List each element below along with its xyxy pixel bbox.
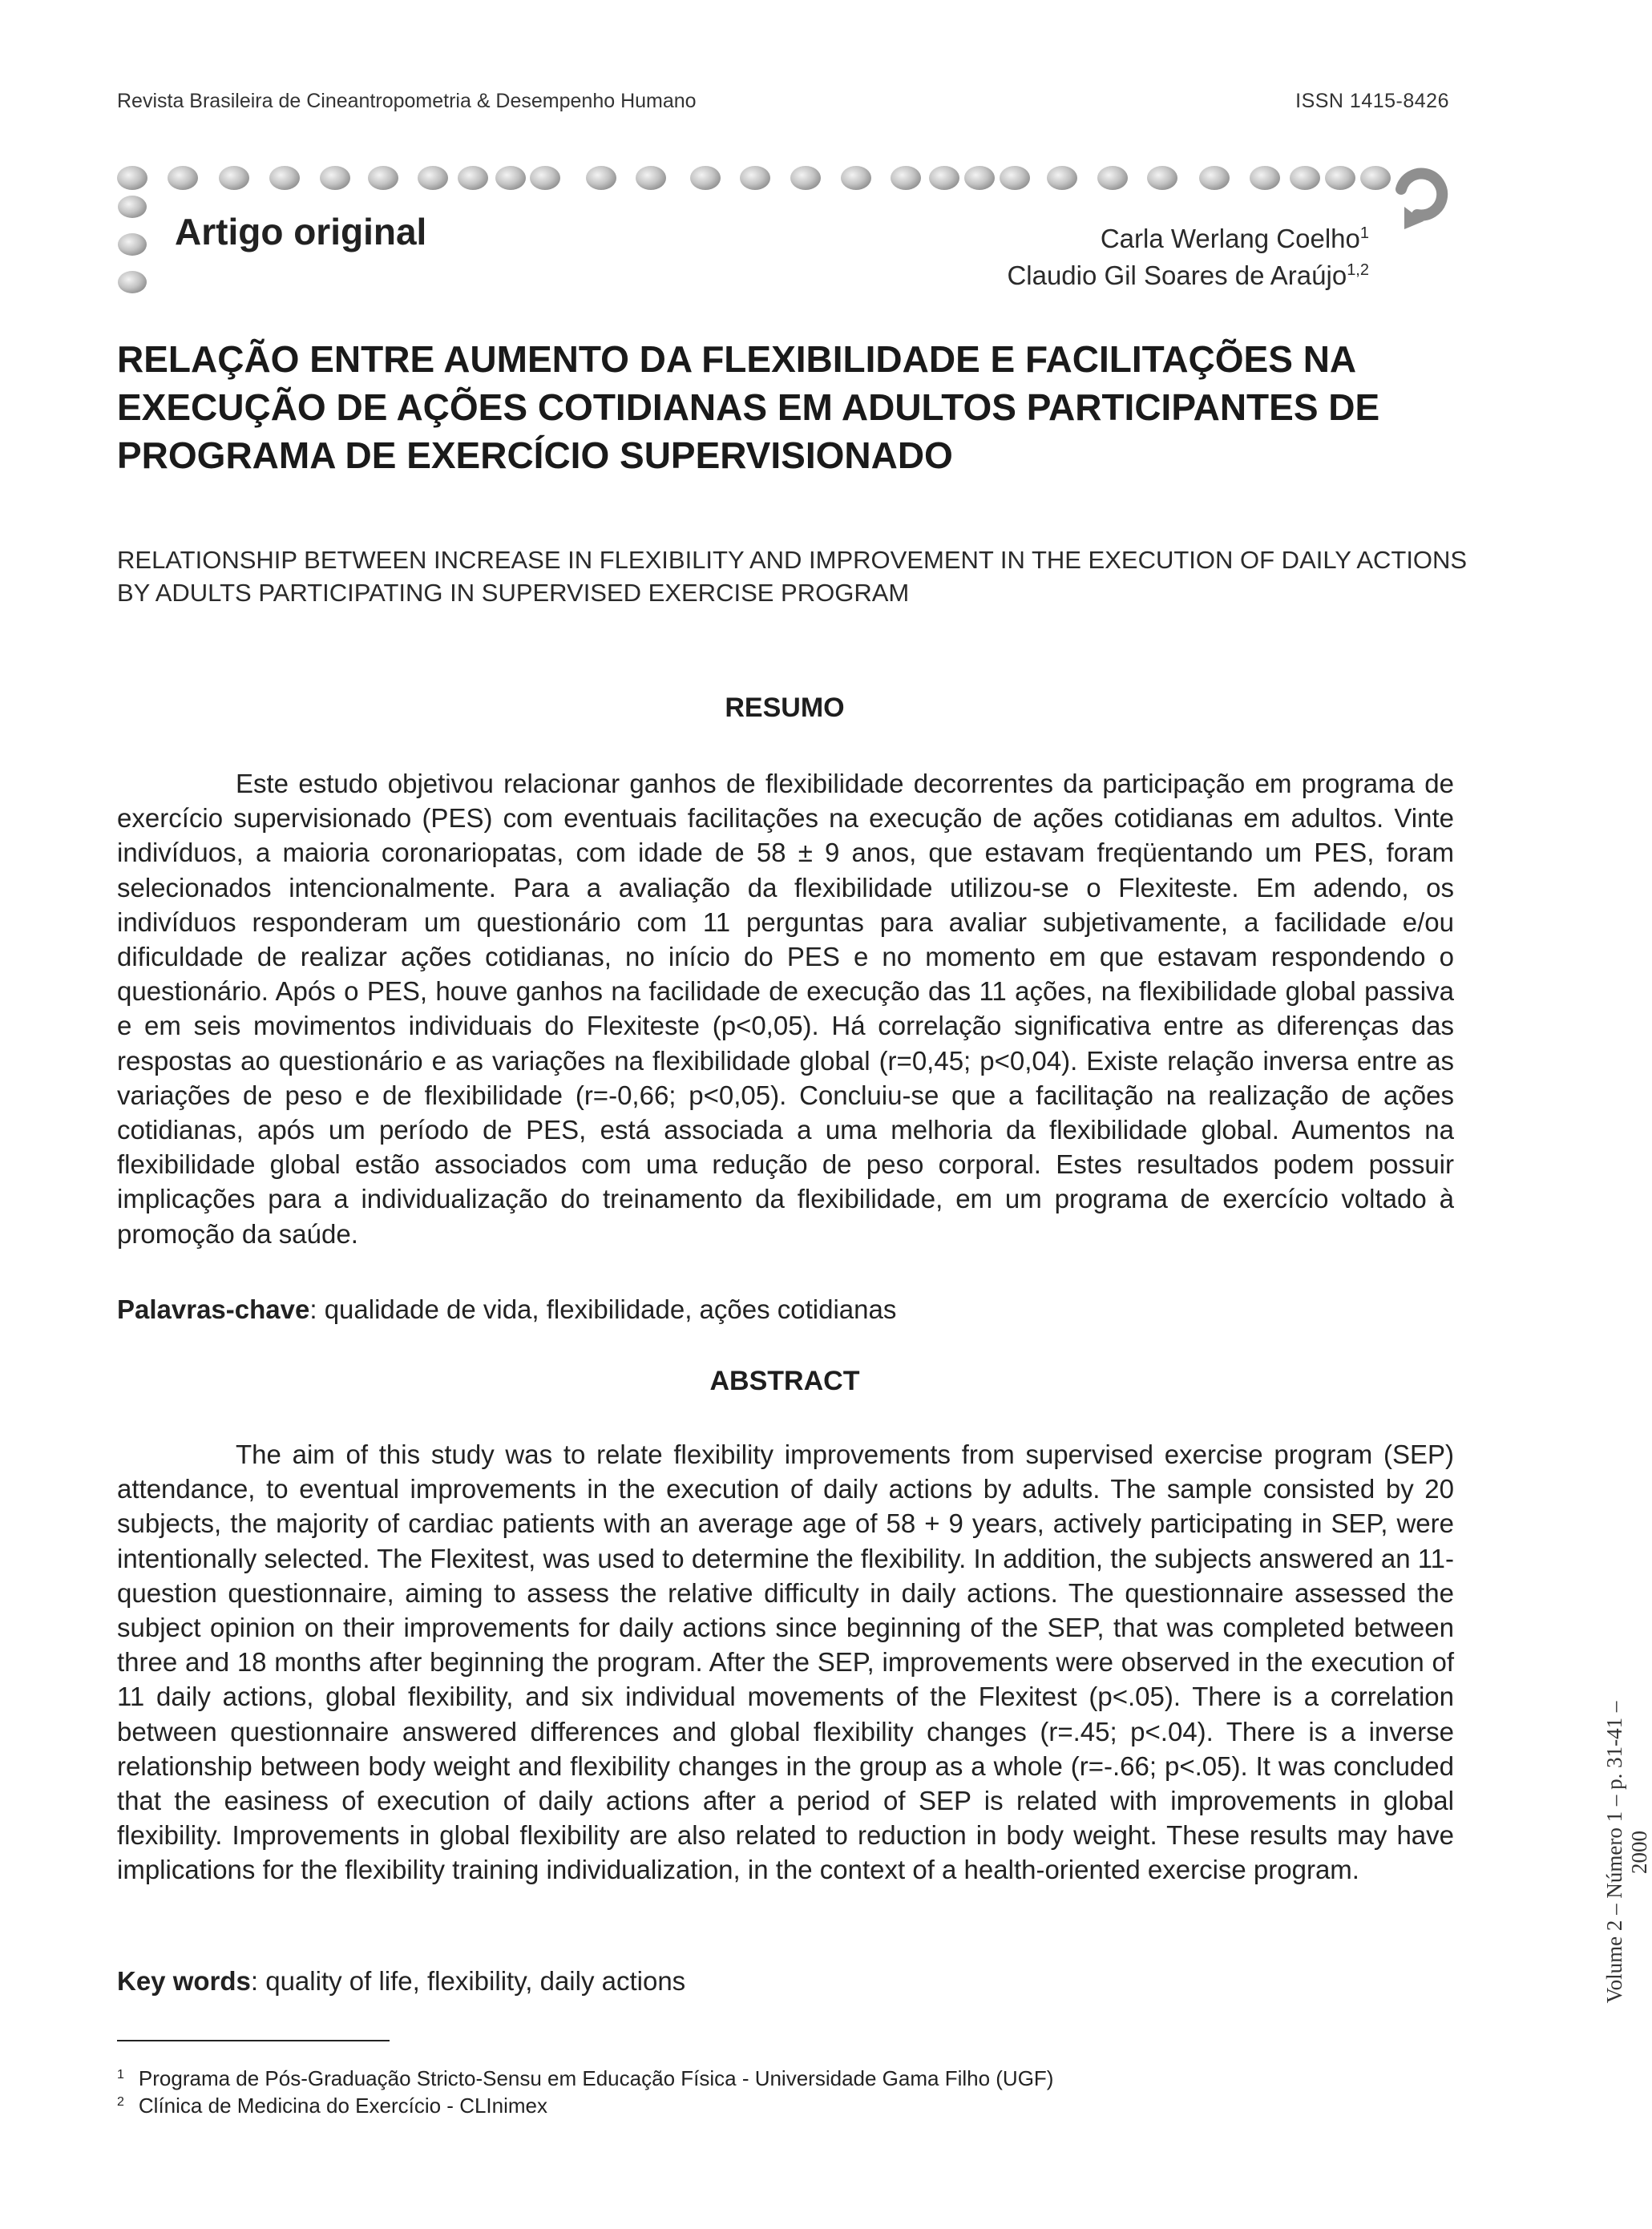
decorative-dot bbox=[117, 166, 147, 190]
decorative-dot bbox=[790, 166, 821, 190]
decorative-dot bbox=[1097, 166, 1128, 190]
footnote: $^2$ Clínica de Medicina do Exercício - CLInimex bbox=[117, 2094, 548, 2118]
decorative-dot bbox=[636, 166, 666, 190]
decorative-dot bbox=[495, 166, 526, 190]
footnote: $^1$ Programa de Pós-Graduação Stricto-Sensu em Educação Física - Universidade Gama Filho (UGF) bbox=[117, 2066, 1054, 2090]
decorative-dot bbox=[320, 166, 350, 190]
decorative-dot bbox=[368, 166, 398, 190]
decorative-dot bbox=[1325, 166, 1355, 190]
abstract-body: The aim of this study was to relate flexibility improvements from supervised exercise program (SEP) attendance, to eventual improvements in the execution of daily actions by adults. The sample consisted by 20 subjects, the majority of cardiac patients with an average age of 58 + 9 years, actively participating in SEP, were intentionally selected. The Flexitest, was used to determine the flexibility. In addition, the subjects answered an 11-question questionnaire, aiming to assess the relative difficulty in daily actions. The questionnaire assessed the subject opinion on their improvements for daily actions since beginning of the SEP, that was completed between three and 18 months after beginning the program. After the SEP, improvements were observed in the execution of 11 daily actions, global flexibility, and six individual movements of the Flexitest (p<.05). There is a correlation between questionnaire answered differences and global flexibility changes (r=.45; p<.04). There is a inverse relationship between body weight and flexibility changes in the group as a whole (r=-.66; p<.05). It was concluded that the easiness of execution of daily actions after a period of SEP is related with improvements in global flexibility. Improvements in global flexibility are also related to reduction in body weight. These results may have implications for the flexibility training individualization, in the context of a health-oriented exercise program. bbox=[117, 1440, 1454, 1885]
article-type-label: Artigo original bbox=[175, 211, 427, 252]
decorative-dot bbox=[1000, 166, 1030, 190]
decorative-dot bbox=[458, 166, 488, 190]
decorative-dot bbox=[1147, 166, 1177, 190]
resumo-body: Este estudo objetivou relacionar ganhos de flexibilidade decorrentes da participação em programa de exercício supervisionado (PES) com eventuais facilitações na execução de ações cotidianas em adultos. Vinte indivíduos, a maioria coronariopatas, com idade de 58 ± 9 anos, que estavam freqüentando um PES, foram selecionados intencionalmente. Para a avaliação da flexibilidade utilizou-se o Flexiteste. Em adendo, os indivíduos responderam um questionário com 11 perguntas para avaliar subjetivamente, a facilidade e/ou dificuldade de realizar ações cotidianas, no início do PES e no momento em que estavam respondendo o questionário. Após o PES, houve ganhos na facilidade de execução das 11 ações, na flexibilidade global passiva e em seis movimentos individuais do Flexiteste (p<0,05). Há correlação significativa entre as diferenças das respostas ao questionário e as variações na flexibilidade global (r=0,45; p<0,04). Existe relação inversa entre as variações de peso e de flexibilidade (r=-0,66; p<0,05). Concluiu-se que a facilitação na realização de ações cotidianas, após um período de PES, está associada a uma melhoria da flexibilidade global. Aumentos na flexibilidade global estão associados com uma redução de peso corporal. Estes resultados podem possuir implicações para a individualização do treinamento da flexibilidade, em um programa de exercício voltado à promoção da saúde. bbox=[117, 769, 1454, 1249]
author: Claudio Gil Soares de Araújo$^{1,2}$ bbox=[1007, 260, 1369, 290]
decorative-dot bbox=[586, 166, 616, 190]
decorative-dot bbox=[118, 196, 147, 218]
decorative-dot bbox=[118, 233, 147, 256]
decorative-dot bbox=[690, 166, 721, 190]
palavras-chave: Palavras-chave: qualidade de vida, flexibilidade, ações cotidianas bbox=[117, 1294, 897, 1324]
decorative-dot-banner bbox=[0, 0, 1642, 321]
footnote-divider bbox=[117, 2040, 390, 2041]
decorative-dot bbox=[118, 271, 147, 293]
decorative-dot bbox=[1360, 166, 1391, 190]
decorative-dot bbox=[168, 166, 198, 190]
curl-arrow-icon bbox=[1401, 174, 1442, 229]
decorative-dots bbox=[117, 166, 1391, 190]
resumo-heading: RESUMO bbox=[725, 693, 845, 723]
journal-name: Revista Brasileira de Cineantropometria & Desempenho Humano bbox=[117, 90, 697, 112]
decorative-dot bbox=[269, 166, 300, 190]
key-words: Key words: quality of life, flexibility, daily actions bbox=[117, 1966, 686, 1996]
decorative-dot bbox=[929, 166, 959, 190]
volume-info: Volume 2 – Número 1 – p. 31-41 – 2000 bbox=[1602, 1701, 1651, 2004]
decorative-dot bbox=[219, 166, 249, 190]
decorative-dot bbox=[1199, 166, 1230, 190]
decorative-dot bbox=[1250, 166, 1280, 190]
author-list bbox=[1007, 220, 1369, 294]
author: Carla Werlang Coelho$^1$ bbox=[1100, 224, 1369, 253]
abstract-heading: ABSTRACT bbox=[709, 1366, 860, 1396]
decorative-dot bbox=[964, 166, 995, 190]
decorative-dot bbox=[740, 166, 770, 190]
decorative-dot bbox=[891, 166, 921, 190]
decorative-dot bbox=[530, 166, 560, 190]
title-portuguese: RELAÇÃO ENTRE AUMENTO DA FLEXIBILIDADE E FACILITAÇÕES NA EXECUÇÃO DE AÇÕES COTIDIANAS EM ADULTOS PARTICIPANTES DE PROGRAMA DE EXERCÍCIO SUPERVISIONADO bbox=[117, 338, 1380, 476]
decorative-dot bbox=[1047, 166, 1077, 190]
title-english: RELATIONSHIP BETWEEN INCREASE IN FLEXIBILITY AND IMPROVEMENT IN THE EXECUTION OF DAILY ACTIONS BY ADULTS PARTICIPATING IN SUPERVISED EXERCISE PROGRAM bbox=[117, 546, 1468, 607]
decorative-dot bbox=[418, 166, 448, 190]
decorative-column-dots bbox=[118, 196, 147, 293]
issn-label: ISSN 1415-8426 bbox=[1295, 90, 1449, 112]
decorative-dot bbox=[841, 166, 871, 190]
decorative-dot bbox=[1290, 166, 1320, 190]
